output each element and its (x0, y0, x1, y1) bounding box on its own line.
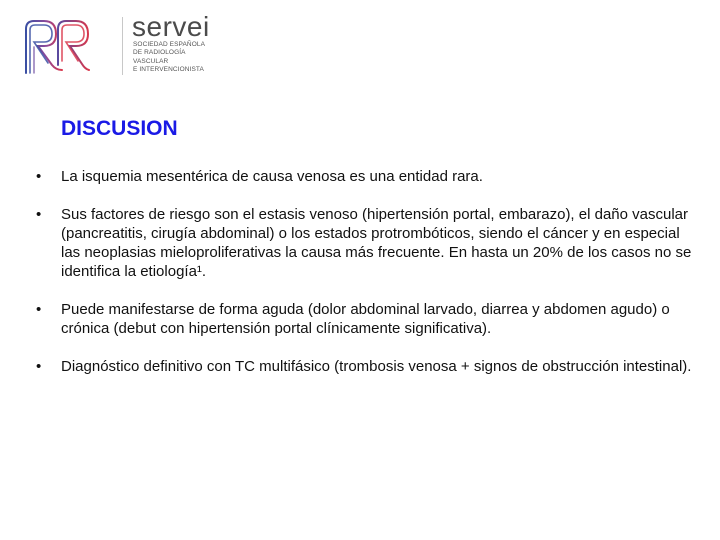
bullet-dot-icon: • (36, 206, 42, 223)
bullet-item (36, 357, 698, 376)
bullet-item (36, 205, 698, 281)
logo-subtitle-line: E INTERVENCIONISTA (133, 66, 204, 74)
bullet-list (36, 167, 698, 395)
servei-rr-logo-icon (22, 17, 92, 75)
bullet-text: Sus factores de riesgo son el estasis venoso (hipertensión portal, embarazo), el daño vascular (pancreatitis, cirugía abdominal) o los estados protrombóticos, siendo el cáncer y en especial las neoplasias mieloproliferativas la causa más frecuente. En hasta un 20% de los casos no se identifica la etiología¹. (61, 206, 692, 280)
logo-subtitle-line: DE RADIOLOGÍA (133, 49, 186, 57)
bullet-text: Diagnóstico definitivo con TC multifásico (trombosis venosa + signos de obstrucción intestinal). (61, 358, 692, 375)
bullet-dot-icon: • (36, 358, 42, 375)
logo-subtitle-line: VASCULAR (133, 57, 169, 65)
servei-logo (22, 11, 222, 79)
logo-subtitle (133, 41, 229, 75)
logo-wordmark: servei (132, 11, 210, 42)
logo-subtitle-line: SOCIEDAD ESPAÑOLA (133, 41, 206, 48)
bullet-item (36, 300, 698, 338)
bullet-text: Puede manifestarse de forma aguda (dolor abdominal larvado, diarrea y abdomen agudo) o crónica (debut con hipertensión portal clínicamente significativa). (61, 301, 670, 337)
bullet-dot-icon: • (36, 301, 42, 318)
bullet-item (36, 167, 698, 186)
bullet-text: La isquemia mesentérica de causa venosa es una entidad rara. (61, 168, 483, 185)
slide-title: DISCUSION (61, 117, 178, 140)
logo-divider (122, 17, 123, 75)
bullet-dot-icon: • (36, 168, 42, 185)
